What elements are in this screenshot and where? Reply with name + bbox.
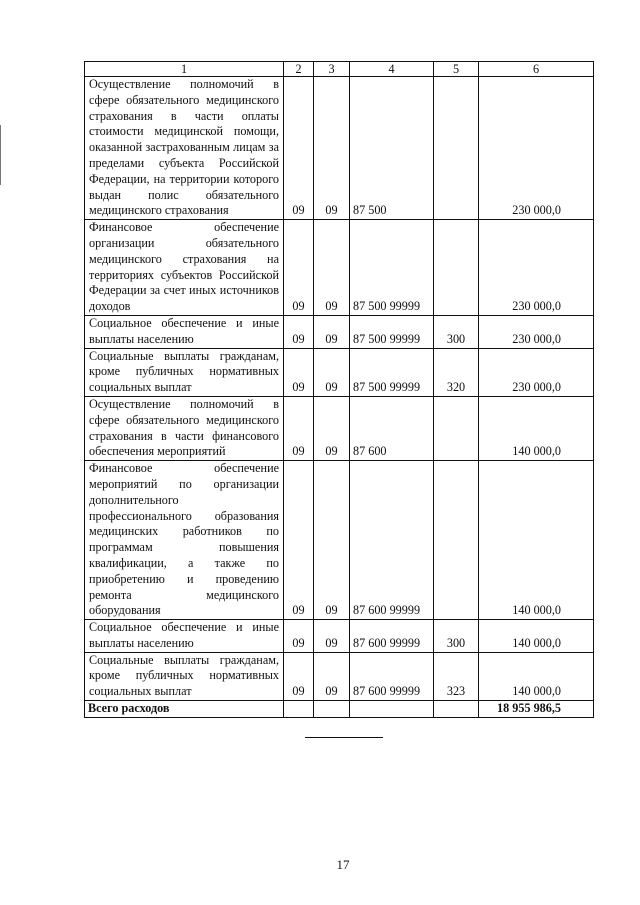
row-target-code: 87 500 99999 [350,315,434,348]
row-target-code: 87 500 [350,77,434,220]
row-section: 09 [284,620,314,653]
total-empty-cell [284,701,314,718]
row-subsection: 09 [314,315,350,348]
row-subsection: 09 [314,652,350,700]
table-row [85,315,594,348]
row-amount: 140 000,0 [479,652,594,700]
row-section: 09 [284,315,314,348]
table-header-row [85,62,594,77]
row-amount: 230 000,0 [479,77,594,220]
row-expense-type [434,396,479,460]
row-description: Осуществление полномочий в сфере обязательного медицинского страхования в части финансового обеспечения мероприятий [85,396,284,460]
total-label: Всего расходов [85,701,284,718]
row-amount: 140 000,0 [479,396,594,460]
total-amount: 18 955 986,5 [479,701,594,718]
row-section: 09 [284,396,314,460]
table-row [85,396,594,460]
separator-line [305,737,383,738]
total-empty-cell [314,701,350,718]
row-target-code: 87 600 99999 [350,461,434,620]
row-description: Социальное обеспечение и иные выплаты населению [85,620,284,653]
table-row [85,652,594,700]
row-target-code: 87 500 99999 [350,220,434,316]
row-amount: 230 000,0 [479,315,594,348]
row-description: Социальные выплаты гражданам, кроме публичных нормативных социальных выплат [85,652,284,700]
row-section: 09 [284,220,314,316]
row-description: Осуществление полномочий в сфере обязательного медицинского страхования в части оплаты стоимости медицинской помощи, оказанной застрахованным лицам за пределами субъекта Российской Федерации, на территории которого выдан полис обязательного медицинского страхования [85,77,284,220]
header-col-3: 3 [314,62,350,77]
row-description: Финансовое обеспечение организации обязательного медицинского страхования на территориях субъектов Российской Федерации за счет иных источников доходов [85,220,284,316]
row-amount: 140 000,0 [479,461,594,620]
row-section: 09 [284,77,314,220]
total-row [85,701,594,718]
row-expense-type: 323 [434,652,479,700]
header-col-6: 6 [479,62,594,77]
row-target-code: 87 600 [350,396,434,460]
table-row [85,620,594,653]
row-description: Финансовое обеспечение мероприятий по организации дополнительного профессионального образования медицинских работников по программам повышения квалификации, а также по приобретению и проведению ремонта медицинского оборудования [85,461,284,620]
row-target-code: 87 500 99999 [350,348,434,396]
header-col-4: 4 [350,62,434,77]
row-target-code: 87 600 99999 [350,620,434,653]
row-amount: 230 000,0 [479,348,594,396]
row-subsection: 09 [314,77,350,220]
row-expense-type: 320 [434,348,479,396]
total-empty-cell [350,701,434,718]
row-amount: 230 000,0 [479,220,594,316]
scan-edge-mark [0,125,1,185]
row-subsection: 09 [314,220,350,316]
row-amount: 140 000,0 [479,620,594,653]
header-col-1: 1 [85,62,284,77]
budget-table [84,61,594,718]
table-row [85,348,594,396]
page-number: 17 [336,857,350,872]
header-col-5: 5 [434,62,479,77]
row-subsection: 09 [314,348,350,396]
row-expense-type [434,77,479,220]
row-expense-type: 300 [434,315,479,348]
header-col-2: 2 [284,62,314,77]
row-expense-type: 300 [434,620,479,653]
total-empty-cell [434,701,479,718]
row-section: 09 [284,652,314,700]
table-row [85,77,594,220]
row-section: 09 [284,461,314,620]
row-expense-type [434,461,479,620]
row-subsection: 09 [314,461,350,620]
row-description: Социальные выплаты гражданам, кроме публичных нормативных социальных выплат [85,348,284,396]
table-row [85,220,594,316]
row-description: Социальное обеспечение и иные выплаты населению [85,315,284,348]
row-subsection: 09 [314,396,350,460]
row-section: 09 [284,348,314,396]
table-row [85,461,594,620]
row-expense-type [434,220,479,316]
row-subsection: 09 [314,620,350,653]
row-target-code: 87 600 99999 [350,652,434,700]
